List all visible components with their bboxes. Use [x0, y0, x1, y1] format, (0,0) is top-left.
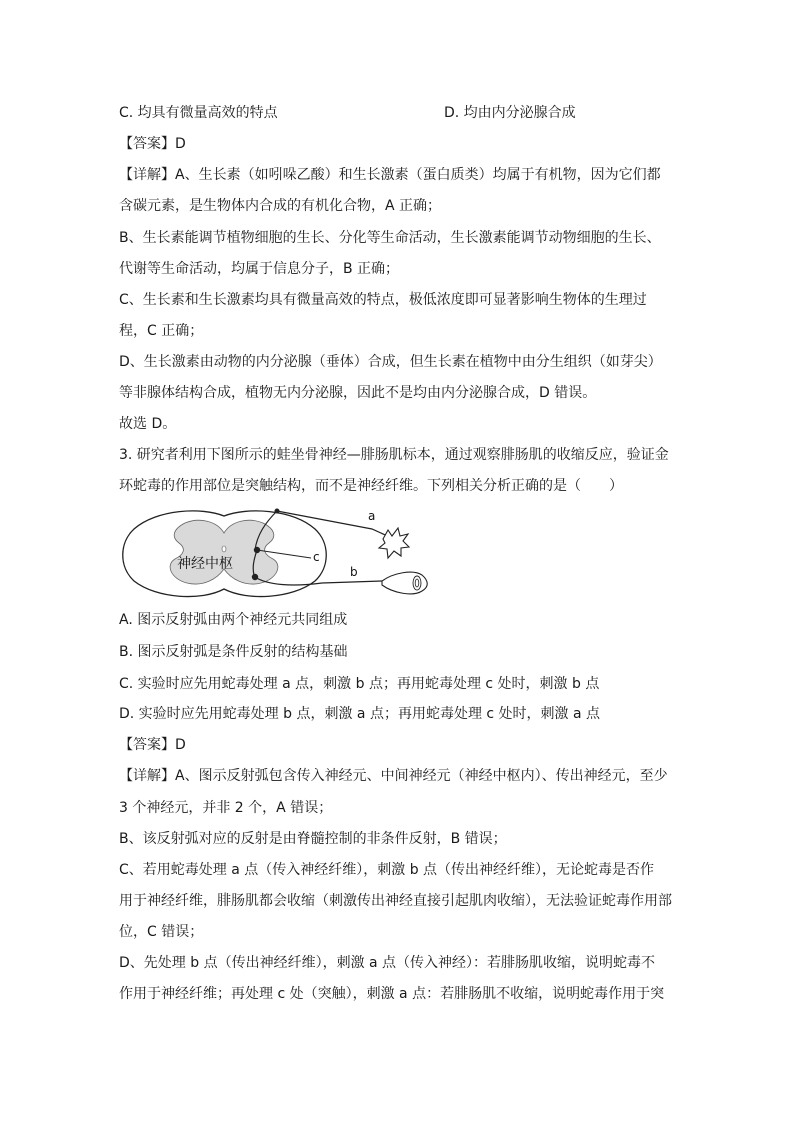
explanation-line: C、若用蛇毒处理 a 点（传入神经纤维），刺激 b 点（传出神经纤维），无论蛇毒是否作 [119, 862, 655, 878]
explanation-line: 位，C 错误； [119, 924, 204, 940]
answer-label: 【答案】D [119, 136, 186, 152]
central-canal [222, 546, 226, 552]
explanation-line: B、该反射弧对应的反射是由脊髓控制的非条件反射，B 错误； [119, 831, 507, 847]
receptor-icon [379, 528, 409, 558]
explanation-line: 3 个神经元，并非 2 个，A 错误； [119, 800, 333, 816]
explanation-line: 含碳元素，是生物体内合成的有机化合物，A 正确； [119, 198, 442, 214]
label-a: a [368, 509, 376, 523]
option-c: C. 实验时应先用蛇毒处理 a 点，刺激 b 点；再用蛇毒处理 c 处时，刺激 b 点 [119, 676, 600, 692]
explanation-line: D、生长激素由动物的内分泌腺（垂体）合成，但生长素在植物中由分生组织（如芽尖） [119, 354, 662, 370]
explanation-line: 代谢等生命活动，均属于信息分子，B 正确； [119, 261, 400, 277]
option-c: C. 均具有微量高效的特点 [119, 105, 278, 121]
option-b: B. 图示反射弧是条件反射的结构基础 [119, 644, 348, 660]
explanation-line: 【详解】A、图示反射弧包含传入神经元、中间神经元（神经中枢内）、传出神经元，至少 [119, 768, 668, 784]
question-stem: 环蛇毒的作用部位是突触结构，而不是神经纤维。下列相关分析正确的是（ ） [119, 478, 623, 494]
conclusion-line: 故选 D。 [119, 416, 177, 432]
explanation-line: 程，C 正确； [119, 323, 204, 339]
option-a: A. 图示反射弧由两个神经元共同组成 [119, 612, 348, 628]
explanation-line: 作用于神经纤维；再处理 c 处（突触），刺激 a 点：若腓肠肌不收缩，说明蛇毒作用于突 [119, 986, 665, 1002]
explanation-line: B、生长素能调节植物细胞的生长、分化等生命活动，生长激素能调节动物细胞的生长、 [119, 230, 661, 246]
answer-label: 【答案】D [119, 737, 186, 753]
label-c: c [313, 550, 320, 564]
label-b: b [350, 565, 358, 579]
effector-muscle [382, 572, 427, 594]
explanation-line: C、生长素和生长激素均具有微量高效的特点，极低浓度即可显著影响生物体的生理过 [119, 292, 647, 308]
explanation-line: 【详解】A、生长素（如吲哚乙酸）和生长激素（蛋白质类）均属于有机物，因为它们都 [119, 167, 661, 183]
option-d: D. 均由内分泌腺合成 [444, 105, 576, 121]
explanation-line: D、先处理 b 点（传出神经纤维），刺激 a 点（传入神经）：若腓肠肌收缩，说明蛇毒不 [119, 955, 656, 971]
explanation-line: 等非腺体结构合成，植物无内分泌腺，因此不是均由内分泌腺合成，D 错误。 [119, 385, 597, 401]
question-stem: 3. 研究者利用下图所示的蛙坐骨神经—腓肠肌标本，通过观察腓肠肌的收缩反应，验证金 [119, 447, 669, 463]
reflex-arc-diagram [117, 503, 437, 603]
explanation-line: 用于神经纤维，腓肠肌都会收缩（刺激传出神经直接引起肌肉收缩），无法验证蛇毒作用部 [119, 893, 672, 909]
label-center: 神经中枢 [177, 556, 233, 572]
option-d: D. 实验时应先用蛇毒处理 b 点，刺激 a 点；再用蛇毒处理 c 处时，刺激 a 点 [119, 706, 601, 722]
